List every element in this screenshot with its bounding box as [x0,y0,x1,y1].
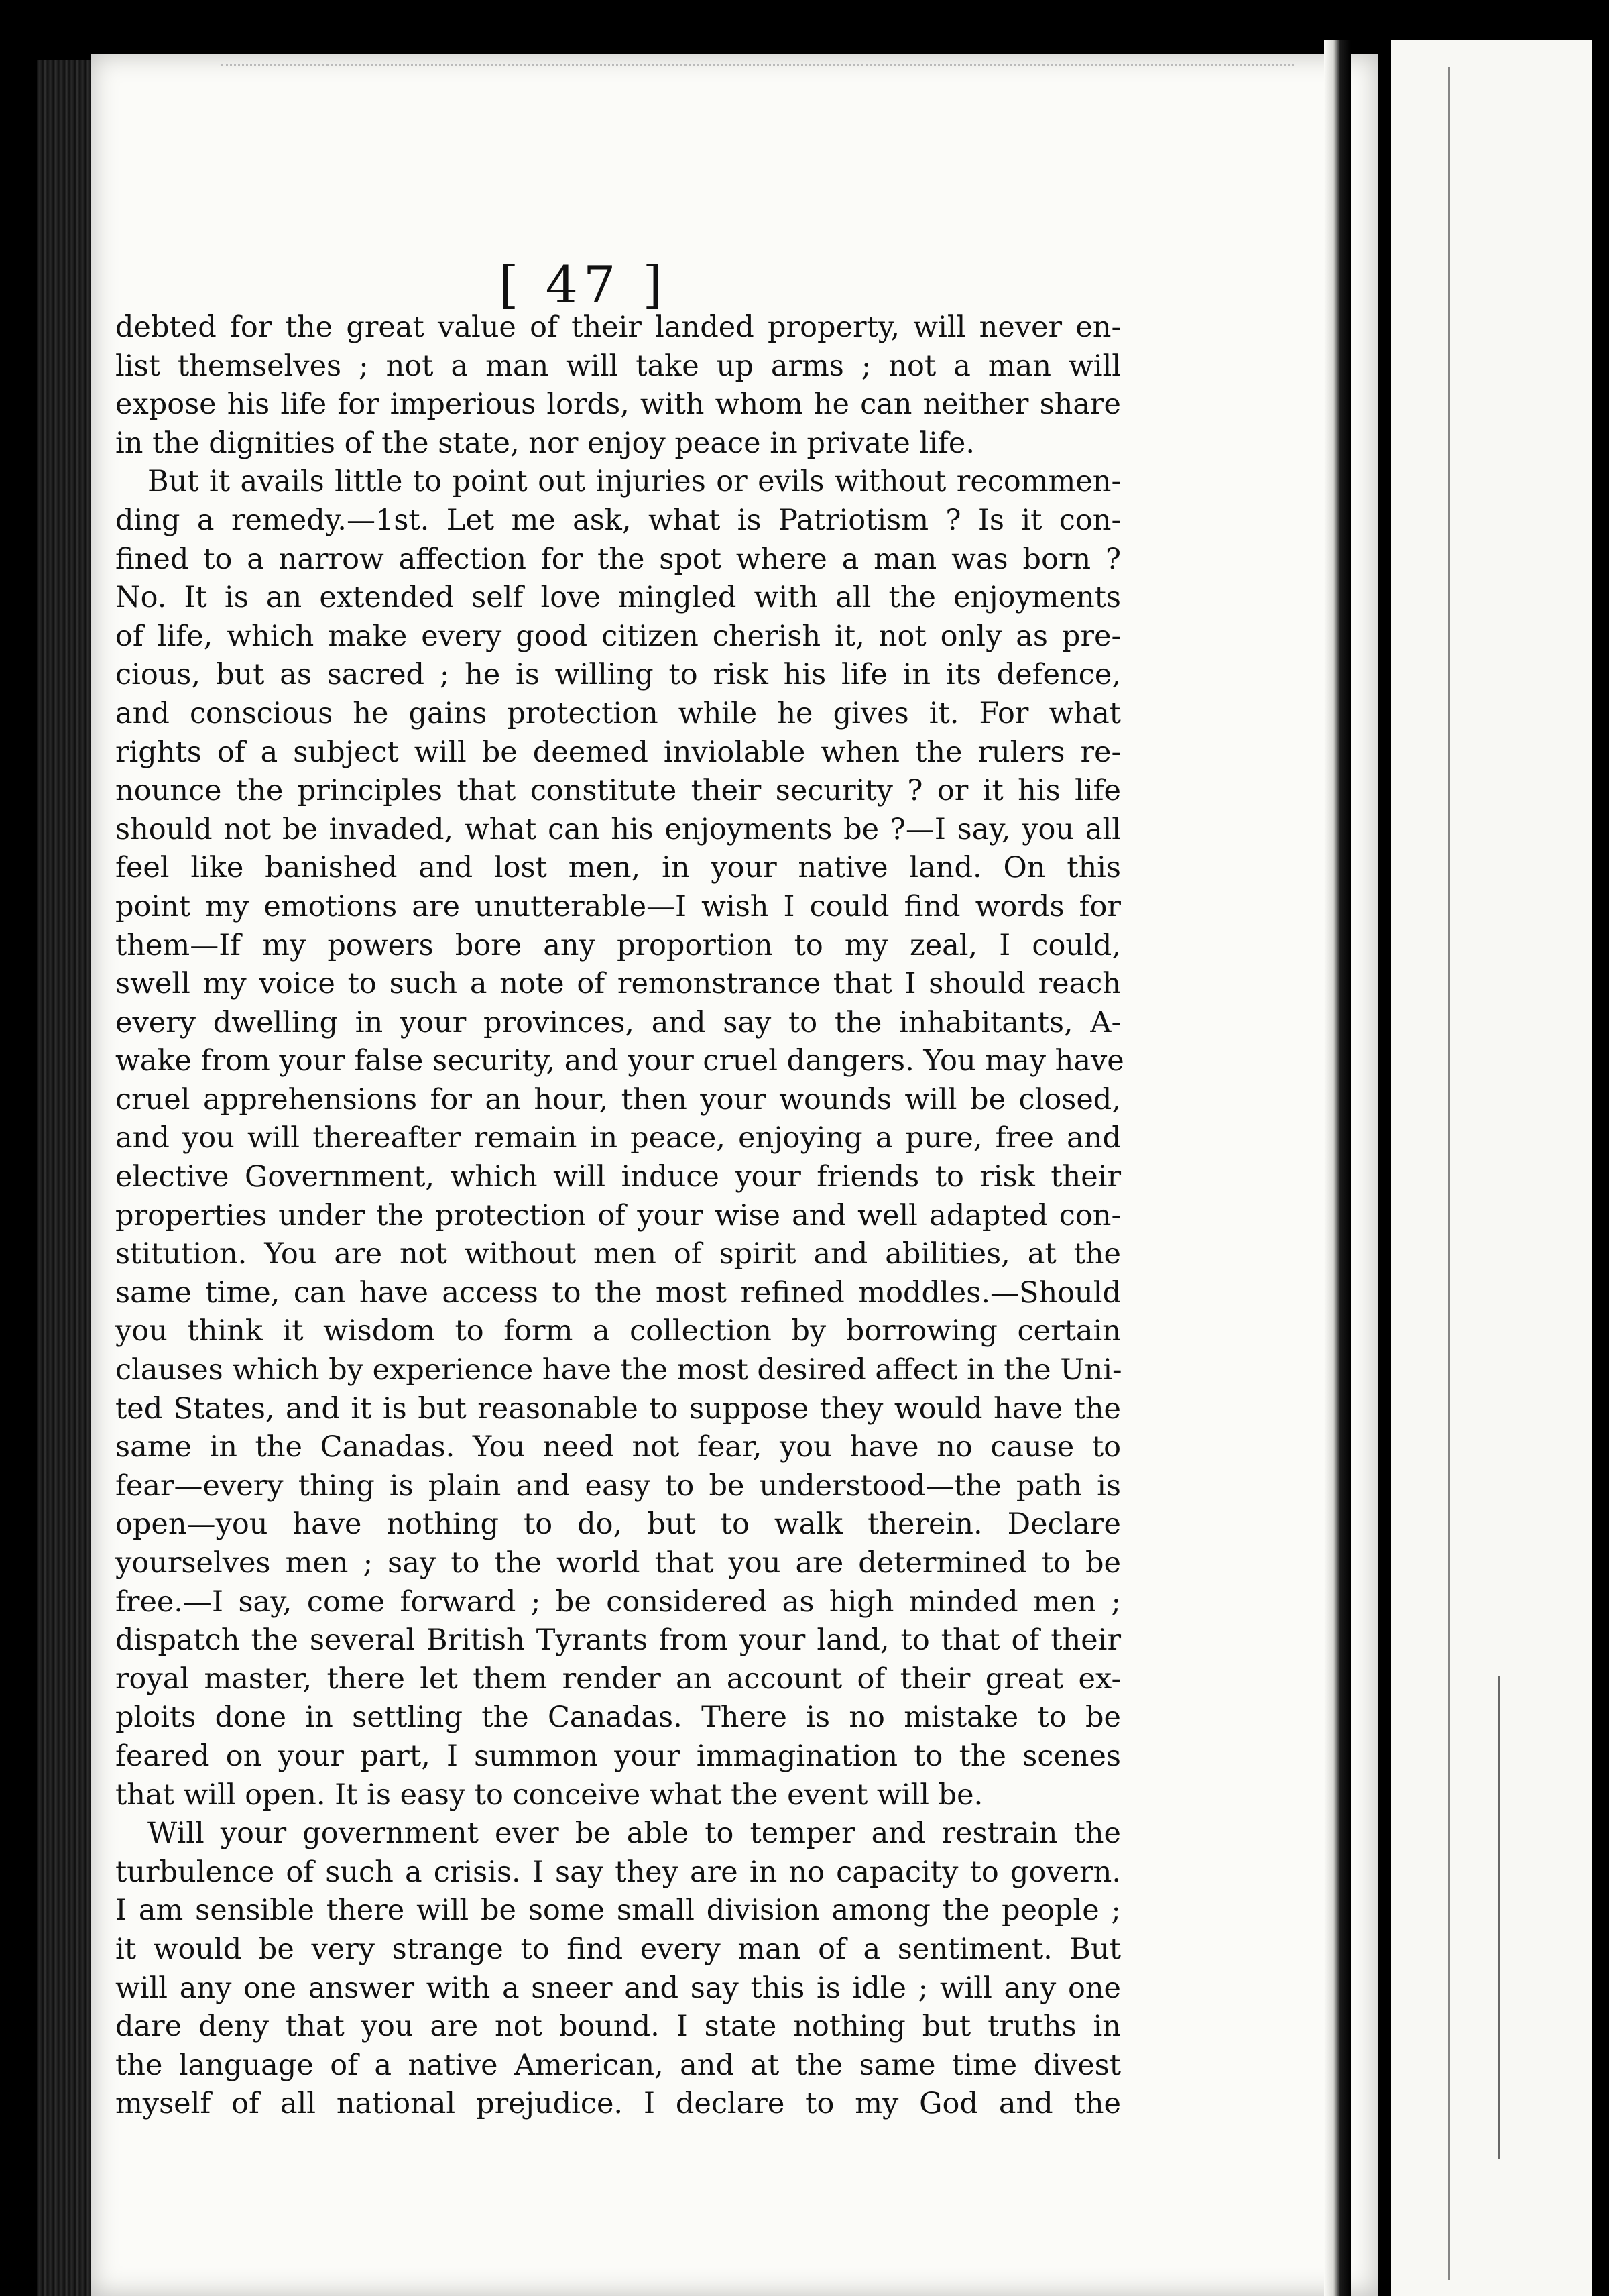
text-line: fear—every thing is plain and easy to be understood—the path is [115,1469,1121,1503]
text-line: debted for the great value of their landed property, will never en- [115,310,1121,344]
text-line: But it avails little to point out injuries or evils without recommen- [147,465,1121,499]
text-line: same time, can have access to the most refined moddles.—Should [115,1275,1121,1310]
text-line: cious, but as sacred ; he is willing to risk his life in its defence, [115,658,1121,692]
text-line: expose his life for imperious lords, with whom he can neither share [115,388,1121,422]
text-line: of life, which make every good citizen cherish it, not only as pre- [115,619,1121,653]
text-line: swell my voice to such a note of remonstrance that I should reach [115,967,1121,1001]
book-spine-edge [37,60,97,2296]
text-line: should not be invaded, what can his enjoyments be ?—I say, you all [115,812,1121,846]
text-line: cruel apprehensions for an hour, then your wounds will be closed, [115,1082,1121,1116]
text-line: clauses which by experience have the most desired affect in the Uni- [115,1353,1122,1387]
text-line: ted States, and it is but reasonable to suppose they would have the [115,1391,1121,1426]
text-line: stitution. You are not without men of spirit and abilities, at the [115,1237,1121,1271]
text-line: same in the Canadas. You need not fear, you have no cause to [115,1430,1121,1465]
adjacent-page-line [1448,67,1450,2280]
adjacent-page-line-lower [1498,1676,1500,2159]
text-line: every dwelling in your provinces, and say to the inhabitants, A- [115,1005,1121,1039]
text-line: myself of all national prejudice. I declare to my God and the [115,2087,1121,2121]
text-line: dare deny that you are not bound. I state nothing but truths in [115,2010,1121,2044]
text-line: I am sensible there will be some small division among the people ; [115,1894,1121,1928]
text-line: ploits done in settling the Canadas. There is no mistake to be [115,1701,1121,1735]
text-line: dispatch the several British Tyrants from your land, to that of their [115,1623,1121,1658]
text-line: will any one answer with a sneer and say this is idle ; will any one [115,1971,1121,2005]
text-line: and conscious he gains protection while he gives it. For what [115,696,1121,730]
text-line: nounce the principles that constitute their security ? or it his life [115,774,1121,808]
text-line: properties under the protection of your wise and well adapted con- [115,1198,1121,1232]
text-line: turbulence of such a crisis. I say they are in no capacity to govern. [115,1855,1121,1889]
text-line: free.—I say, come forward ; be considered as high minded men ; [115,1585,1121,1619]
text-line: wake from your false security, and your cruel dangers. You may have [115,1044,1124,1078]
page-number: [ 47 ] [498,255,668,314]
text-line: open—you have nothing to do, but to walk therein. Declare [115,1507,1121,1542]
text-line: rights of a subject will be deemed inviolable when the rulers re- [115,735,1121,769]
body-text [115,308,1124,2124]
adjacent-page-edge [1391,40,1592,2296]
text-line: you think it wisdom to form a collection by borrowing certain [115,1314,1121,1348]
text-line: fined to a narrow affection for the spot where a man was born ? [115,542,1121,576]
text-line: yourselves men ; say to the world that you are determined to be [115,1546,1121,1580]
text-line: Will your government ever be able to temper and restrain the [147,1817,1121,1851]
text-line: feared on your part, I summon your immagination to the scenes [115,1739,1121,1773]
page-gutter [1324,40,1351,2296]
text-line: that will open. It is easy to conceive what the event will be. [115,1778,984,1812]
text-line: No. It is an extended self love mingled with all the enjoyments [115,581,1121,615]
text-line: them—If my powers bore any proportion to my zeal, I could, [115,928,1121,962]
text-line: it would be very strange to find every man of a sentiment. But [115,1932,1121,1966]
text-line: point my emotions are unutterable—I wish I could find words for [115,889,1121,923]
text-line: and you will thereafter remain in peace, enjoying a pure, free and [115,1121,1121,1155]
text-line: royal master, there let them render an account of their great ex- [115,1662,1121,1696]
page-top-smudge [221,64,1294,79]
text-line: the language of a native American, and at the same time divest [115,2048,1121,2082]
text-line: feel like banished and lost men, in your native land. On this [115,851,1121,885]
text-line: in the dignities of the state, nor enjoy peace in private life. [115,426,975,460]
text-line: elective Government, which will induce your friends to risk their [115,1160,1121,1194]
text-line: list themselves ; not a man will take up arms ; not a man will [115,349,1121,383]
text-line: ding a remedy.—1st. Let me ask, what is Patriotism ? Is it con- [115,503,1121,537]
